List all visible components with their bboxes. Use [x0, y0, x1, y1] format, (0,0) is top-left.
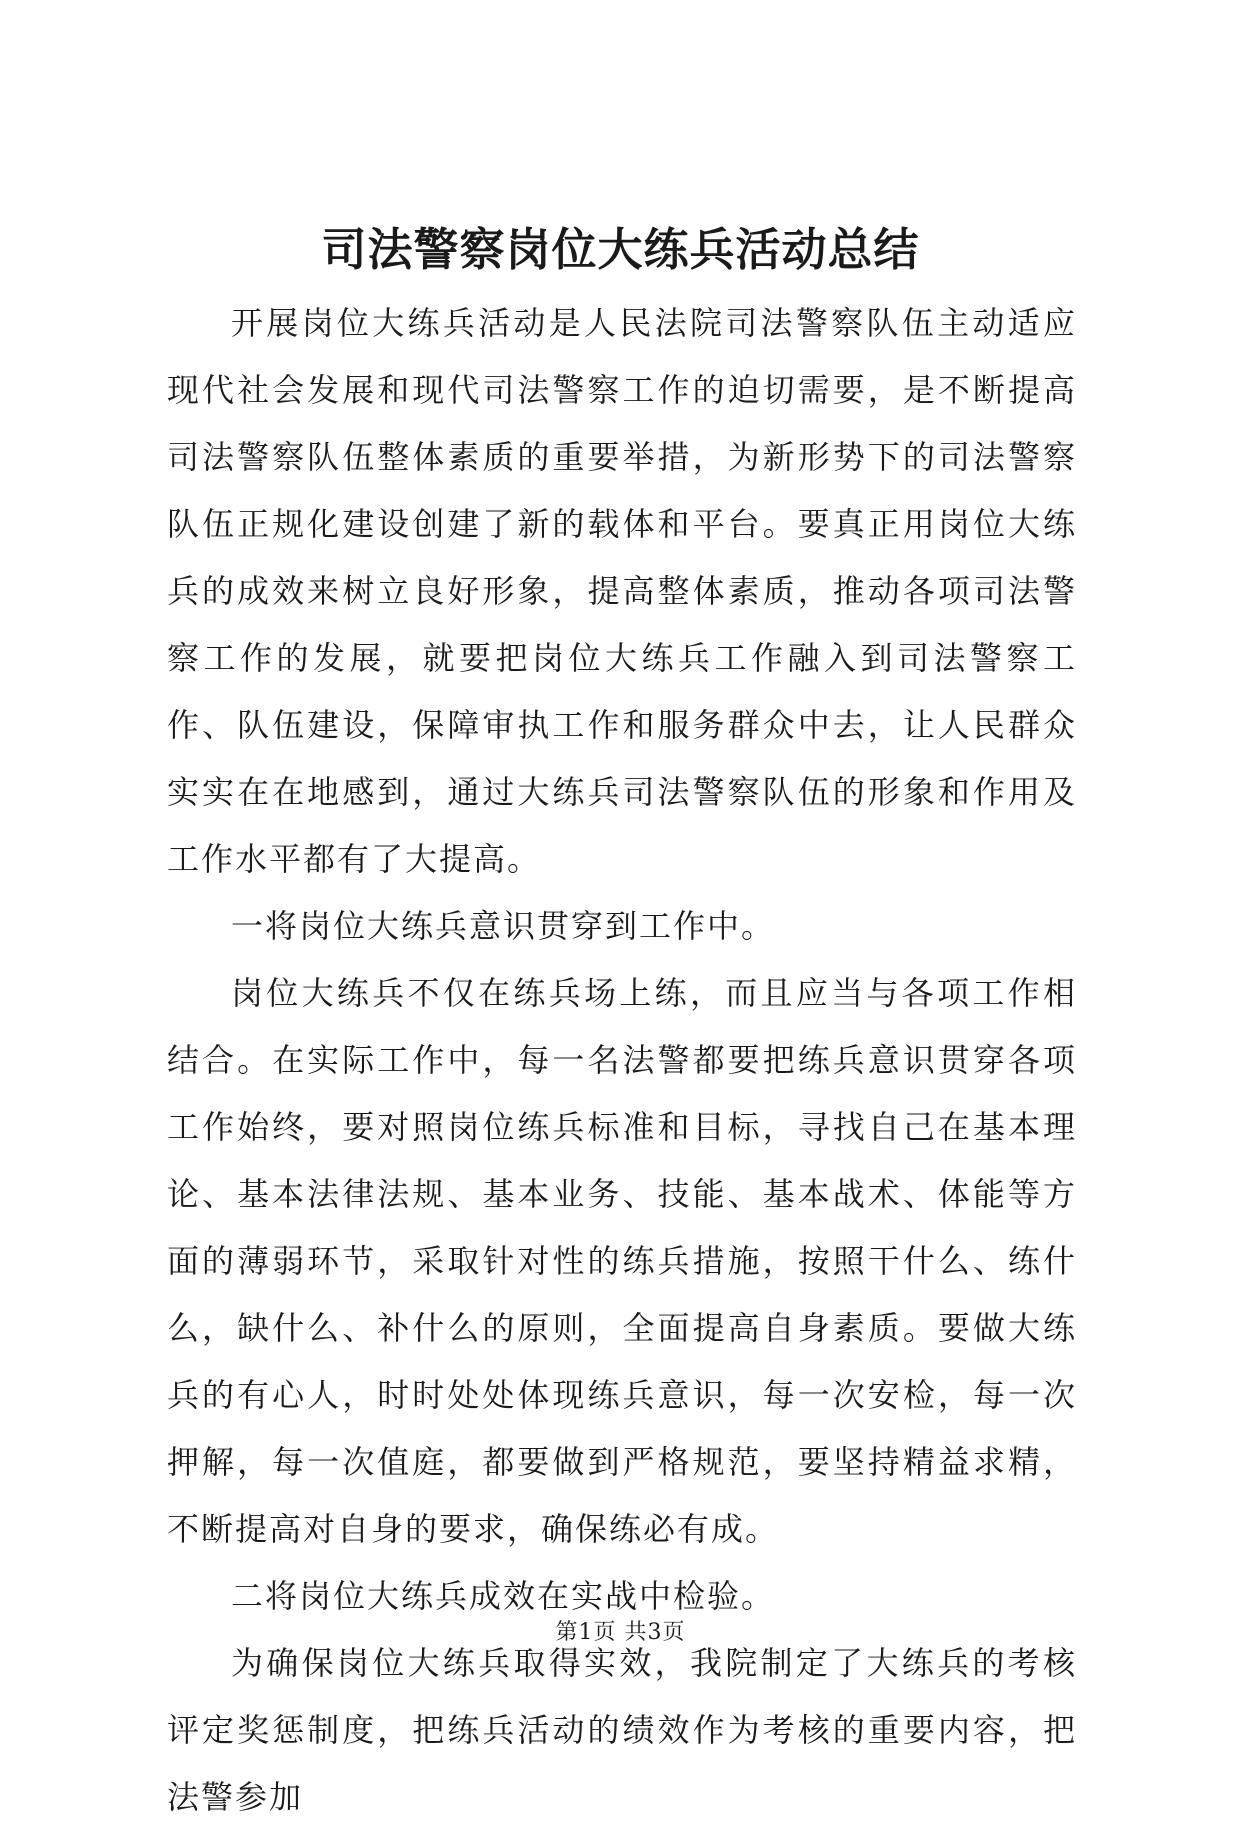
- section-heading-2: 二将岗位大练兵成效在实战中检验。: [231, 1577, 776, 1615]
- paragraph-intro: 开展岗位大练兵活动是人民法院司法警察队伍主动适应现代社会发展和现代司法警察工作的迫切需要，是不断提高司法警察队伍整体素质的重要举措，为新形势下的司法警察队伍正规化建设创建了新的载体和平台。要真正用岗位大练兵的成效来树立良好形象，提高整体素质，推动各项司法警察工作的发展，就要把岗位大练兵工作融入到司法警察工作、队伍建设，保障审执工作和服务群众中去，让人民群众实实在在地感到，通过大练兵司法警察队伍的形象和作用及工作水平都有了大提高。: [167, 304, 1077, 878]
- paragraph-section-1: 岗位大练兵不仅在练兵场上练，而且应当与各项工作相结合。在实际工作中，每一名法警都要把练兵意识贯穿各项工作始终，要对照岗位练兵标准和目标，寻找自己在基本理论、基本法律法规、基本业务、技能、基本战术、体能等方面的薄弱环节，采取针对性的练兵措施，按照干什么、练什么，缺什么、补什么的原则，全面提高自身素质。要做大练兵的有心人，时时处处体现练兵意识，每一次安检，每一次押解，每一次值庭，都要做到严格规范，要坚持精益求精，不断提高对自身的要求，确保练必有成。: [167, 974, 1077, 1548]
- document-title: 司法警察岗位大练兵活动总结: [321, 223, 920, 276]
- page-footer: 第1页 共3页: [555, 1620, 686, 1645]
- section-heading-1: 一将岗位大练兵意识贯穿到工作中。: [231, 907, 776, 945]
- document-body: [167, 290, 1077, 1831]
- paragraph-section-2: 为确保岗位大练兵取得实效，我院制定了大练兵的考核评定奖惩制度，把练兵活动的绩效作为考核的重要内容，把法警参加: [167, 1644, 1077, 1816]
